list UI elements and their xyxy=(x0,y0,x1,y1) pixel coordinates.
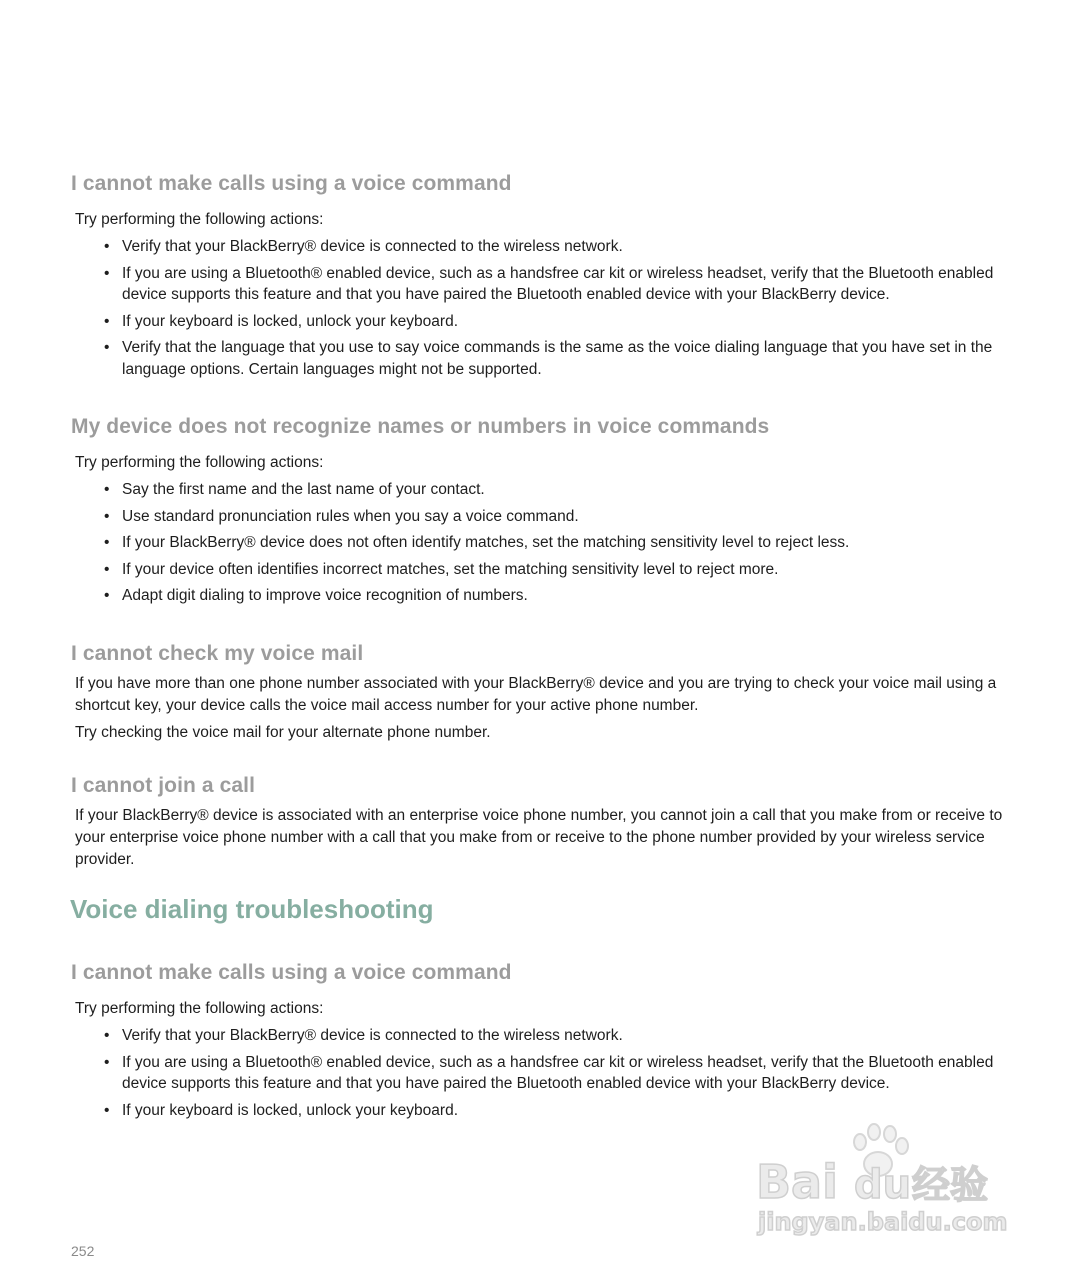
list-item: • Verify that your BlackBerry® device is connected to the wireless network. xyxy=(104,1025,1004,1047)
list-item: • Verify that your BlackBerry® device is connected to the wireless network. xyxy=(104,236,1004,258)
bullet-list xyxy=(104,1025,1004,1126)
list-item: • If your keyboard is locked, unlock your keyboard. xyxy=(104,311,1004,333)
section-intro: Try performing the following actions: xyxy=(75,1000,324,1017)
list-item: • If you are using a Bluetooth® enabled device, such as a handsfree car kit or wireless headset, verify that the Bluetooth enabled device supports this feature and that you have paired the Bluetooth enabled device with your BlackBerry device. xyxy=(104,1052,1004,1095)
bullet-list xyxy=(104,479,1004,612)
page-number: 252 xyxy=(71,1243,95,1259)
section-intro: Try performing the following actions: xyxy=(75,211,324,228)
section-heading-recognize-names: My device does not recognize names or numbers in voice commands xyxy=(71,415,770,438)
list-item: • Adapt digit dialing to improve voice recognition of numbers. xyxy=(104,585,1004,607)
list-item: • If your BlackBerry® device does not often identify matches, set the matching sensitivity level to reject less. xyxy=(104,532,1004,554)
section-paragraph: If you have more than one phone number associated with your BlackBerry® device and you are trying to check your voice mail using a shortcut key, your device calls the voice mail access number for your active phone number. xyxy=(75,675,997,714)
list-item: • If your keyboard is locked, unlock your keyboard. xyxy=(104,1100,1004,1122)
list-item: • Use standard pronunciation rules when you say a voice command. xyxy=(104,506,1004,528)
svg-text:jingyan.baidu.com: jingyan.baidu.com xyxy=(758,1208,1008,1236)
bullet-list xyxy=(104,236,1004,385)
section-paragraph: Try checking the voice mail for your alternate phone number. xyxy=(75,724,491,741)
section-heading-voice-command-calls-repeat: I cannot make calls using a voice command xyxy=(71,961,512,984)
section-heading-voice-mail: I cannot check my voice mail xyxy=(71,642,364,665)
section-paragraph: If your BlackBerry® device is associated with an enterprise voice phone number, you cannot join a call that you make from or receive to your enterprise voice phone number with a call that you make from or receive to the phone number provided by your wireless service provider. xyxy=(75,807,1003,868)
section-heading-voice-command-calls: I cannot make calls using a voice command xyxy=(71,172,512,195)
list-item: • If your device often identifies incorrect matches, set the matching sensitivity level to reject more. xyxy=(104,559,1004,581)
baidu-watermark-logo xyxy=(750,1118,1010,1242)
section-heading-join-call: I cannot join a call xyxy=(71,774,256,797)
svg-text:Bai: Bai xyxy=(756,1155,838,1209)
list-item: • Verify that the language that you use to say voice commands is the same as the voice dialing language that you have set in the language options. Certain languages might not be supported. xyxy=(104,337,1004,380)
list-item: • Say the first name and the last name of your contact. xyxy=(104,479,1004,501)
section-intro: Try performing the following actions: xyxy=(75,454,324,471)
svg-text:经验: 经验 xyxy=(912,1163,989,1207)
main-heading-voice-dialing: Voice dialing troubleshooting xyxy=(70,894,434,924)
svg-text:du: du xyxy=(854,1162,912,1208)
list-item: • If you are using a Bluetooth® enabled device, such as a handsfree car kit or wireless headset, verify that the Bluetooth enabled device supports this feature and that you have paired the Bluetooth enabled device with your BlackBerry device. xyxy=(104,263,1004,306)
